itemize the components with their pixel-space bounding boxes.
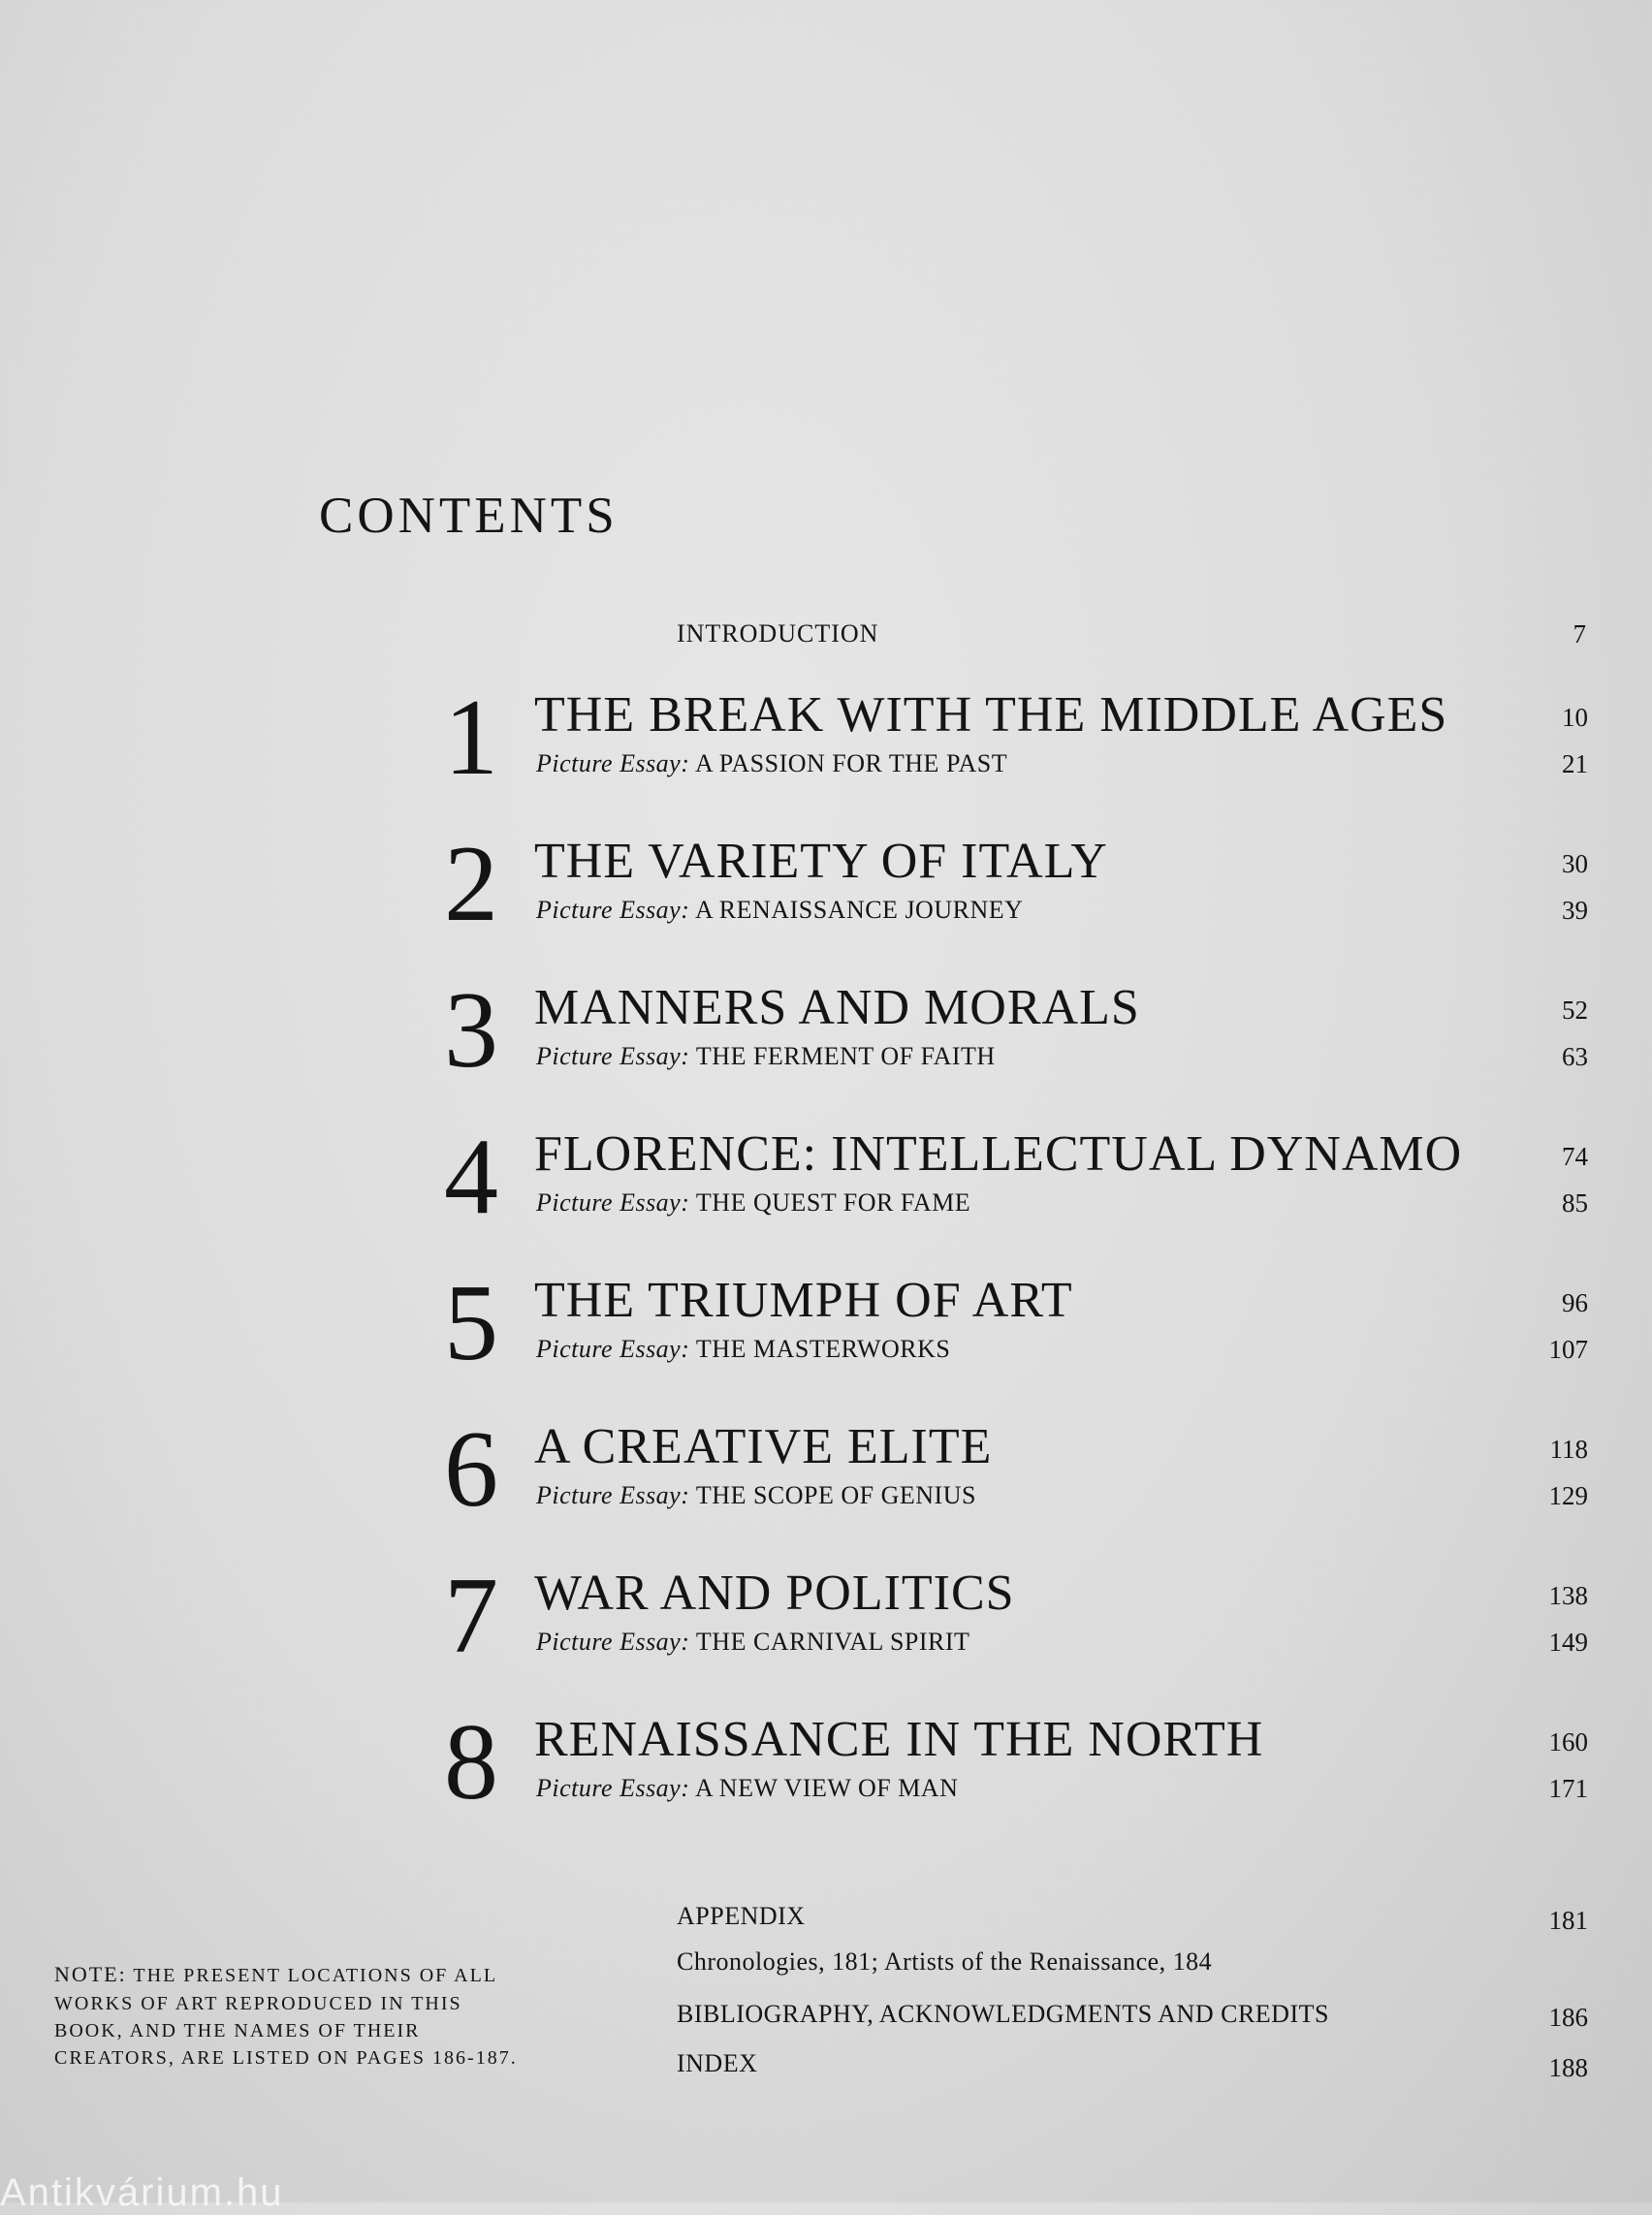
picture-essay-page: 149 bbox=[1548, 1628, 1588, 1657]
chapter-number: 4 bbox=[444, 1117, 498, 1237]
picture-essay-title: A PASSION FOR THE PAST bbox=[694, 749, 1008, 777]
picture-essay-prefix: Picture Essay: bbox=[536, 749, 690, 777]
chapter-page: 52 bbox=[1562, 996, 1588, 1025]
picture-essay-prefix: Picture Essay: bbox=[536, 1774, 690, 1802]
chapter-title: WAR AND POLITICS bbox=[534, 1566, 1015, 1621]
picture-essay-prefix: Picture Essay: bbox=[536, 896, 690, 924]
picture-essay bbox=[536, 1042, 996, 1071]
toc-chapter-2 bbox=[0, 824, 1652, 965]
picture-essay bbox=[536, 749, 1007, 778]
note-text: THE PRESENT LOCATIONS OF ALL WORKS OF ART REPRODUCED IN THIS BOOK, AND THE NAMES OF THEIR CREATORS, ARE LISTED ON PAGES 186-187. bbox=[54, 1965, 518, 2069]
picture-essay-page: 63 bbox=[1562, 1042, 1588, 1071]
picture-essay bbox=[536, 1188, 970, 1218]
picture-essay-title: THE SCOPE OF GENIUS bbox=[695, 1481, 976, 1509]
picture-essay-prefix: Picture Essay: bbox=[536, 1481, 690, 1509]
picture-essay bbox=[536, 896, 1023, 925]
chapter-title: THE BREAK WITH THE MIDDLE AGES bbox=[534, 687, 1448, 743]
toc-introduction-label: INTRODUCTION bbox=[677, 619, 879, 648]
toc-chapter-4 bbox=[0, 1117, 1652, 1258]
toc-bibliography-page: 186 bbox=[1548, 2003, 1588, 2032]
picture-essay-page: 85 bbox=[1562, 1188, 1588, 1218]
chapter-number: 2 bbox=[444, 824, 498, 944]
toc-index-label: INDEX bbox=[677, 2049, 758, 2077]
picture-essay-title: THE MASTERWORKS bbox=[695, 1335, 951, 1363]
chapter-page: 74 bbox=[1562, 1142, 1588, 1171]
locations-note bbox=[54, 1960, 520, 2072]
chapter-number: 5 bbox=[444, 1263, 498, 1383]
picture-essay bbox=[536, 1774, 958, 1803]
picture-essay-prefix: Picture Essay: bbox=[536, 1042, 690, 1070]
watermark: Antikvárium.hu bbox=[0, 2171, 284, 2214]
toc-chapter-7 bbox=[0, 1556, 1652, 1697]
chapter-number: 7 bbox=[444, 1556, 498, 1676]
picture-essay-title: THE FERMENT OF FAITH bbox=[695, 1042, 996, 1070]
chapter-title: FLORENCE: INTELLECTUAL DYNAMO bbox=[534, 1126, 1463, 1182]
page-title: CONTENTS bbox=[319, 488, 619, 544]
chapter-page: 96 bbox=[1562, 1288, 1588, 1317]
chapter-page: 138 bbox=[1548, 1581, 1588, 1610]
toc-index-page: 188 bbox=[1548, 2053, 1588, 2082]
toc-appendix-label: APPENDIX bbox=[677, 1902, 806, 1930]
chapter-number: 6 bbox=[444, 1409, 498, 1530]
chapter-page: 118 bbox=[1549, 1435, 1588, 1464]
chapter-number: 8 bbox=[444, 1702, 498, 1822]
picture-essay-title: THE QUEST FOR FAME bbox=[695, 1188, 971, 1217]
picture-essay bbox=[536, 1335, 950, 1364]
chapter-page: 10 bbox=[1562, 703, 1588, 732]
toc-chapter-8 bbox=[0, 1702, 1652, 1844]
toc-appendix-page: 181 bbox=[1548, 1906, 1588, 1935]
picture-essay-title: THE CARNIVAL SPIRIT bbox=[695, 1628, 970, 1656]
picture-essay-page: 21 bbox=[1562, 749, 1588, 778]
toc-chapter-3 bbox=[0, 970, 1652, 1112]
picture-essay-page: 107 bbox=[1548, 1335, 1588, 1364]
picture-essay-title: A RENAISSANCE JOURNEY bbox=[694, 896, 1024, 924]
chapter-page: 30 bbox=[1562, 849, 1588, 878]
toc-chapter-5 bbox=[0, 1263, 1652, 1405]
toc-chapter-6 bbox=[0, 1409, 1652, 1551]
chapter-title: THE TRIUMPH OF ART bbox=[534, 1273, 1073, 1328]
chapter-title: RENAISSANCE IN THE NORTH bbox=[534, 1712, 1264, 1767]
picture-essay-prefix: Picture Essay: bbox=[536, 1335, 690, 1363]
toc-chapter-1 bbox=[0, 678, 1652, 819]
picture-essay-prefix: Picture Essay: bbox=[536, 1188, 690, 1217]
picture-essay-prefix: Picture Essay: bbox=[536, 1628, 690, 1656]
chapter-page: 160 bbox=[1548, 1727, 1588, 1756]
picture-essay-page: 129 bbox=[1548, 1481, 1588, 1510]
toc-introduction-page: 7 bbox=[1573, 619, 1586, 649]
picture-essay bbox=[536, 1481, 976, 1510]
chapter-title: A CREATIVE ELITE bbox=[534, 1419, 993, 1474]
picture-essay bbox=[536, 1628, 969, 1657]
chapter-number: 3 bbox=[444, 970, 498, 1091]
picture-essay-title: A NEW VIEW OF MAN bbox=[694, 1774, 959, 1802]
chapter-title: THE VARIETY OF ITALY bbox=[534, 834, 1108, 889]
chapter-number: 1 bbox=[444, 678, 498, 798]
picture-essay-page: 39 bbox=[1562, 896, 1588, 925]
note-lead: NOTE: bbox=[54, 1962, 127, 1986]
toc-appendix-detail: Chronologies, 181; Artists of the Renaissance, 184 bbox=[677, 1947, 1213, 1976]
picture-essay-page: 171 bbox=[1548, 1774, 1588, 1803]
toc-bibliography-label: BIBLIOGRAPHY, ACKNOWLEDGMENTS AND CREDITS bbox=[677, 2000, 1329, 2028]
chapter-title: MANNERS AND MORALS bbox=[534, 980, 1140, 1035]
